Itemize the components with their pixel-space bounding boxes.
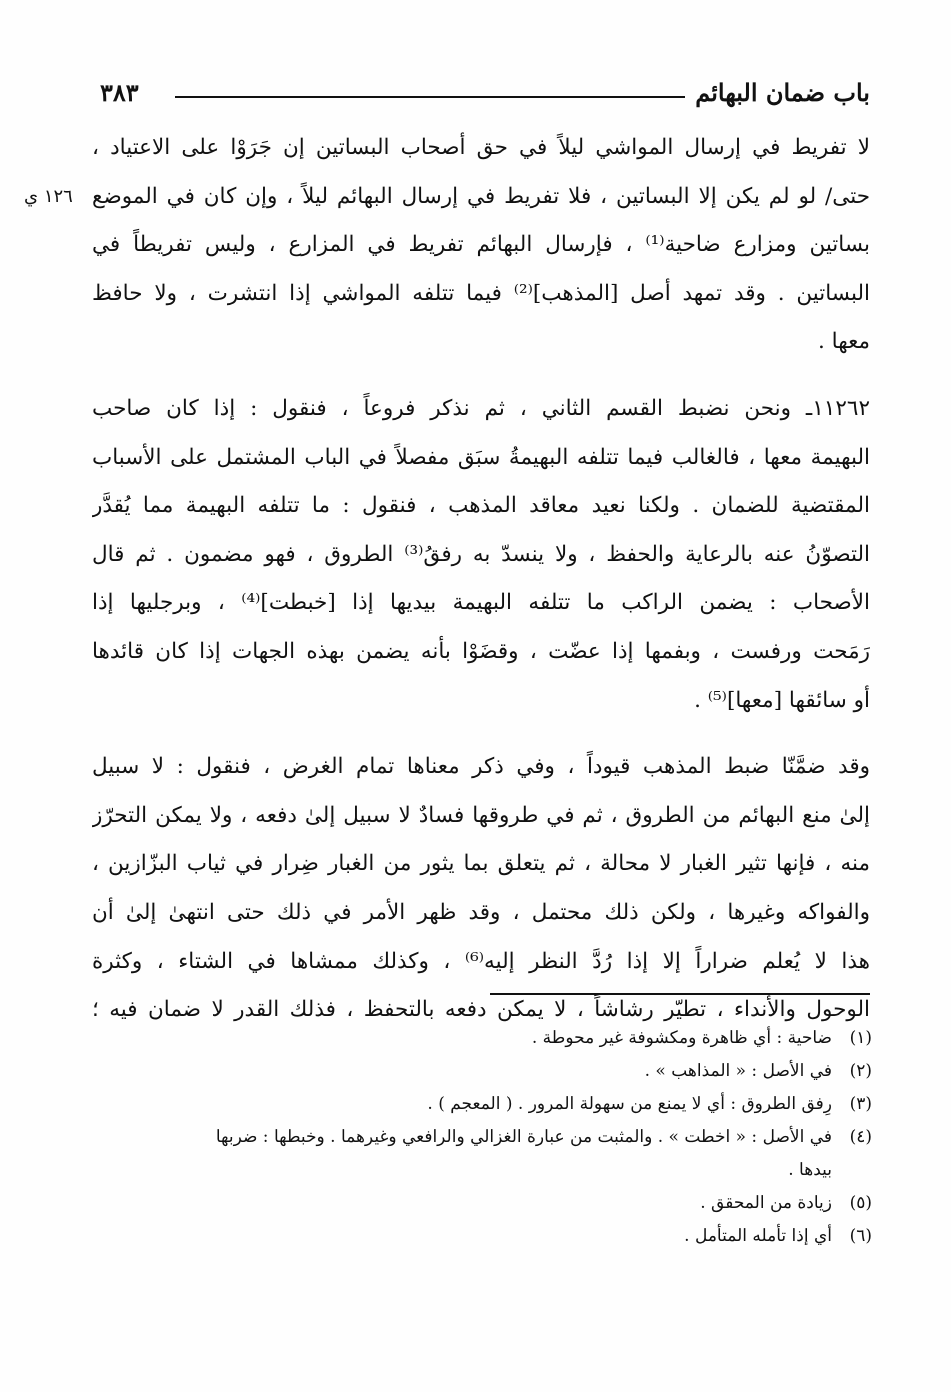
footnote: [92, 1055, 872, 1088]
footnote-number: (٥): [849, 1193, 872, 1213]
footnote-text: في الأصل : « اخطت » . والمثبت من عبارة الغزالي والرافعي وغيرهما . وخبطها : ضربها: [215, 1127, 832, 1147]
paragraph-3: [92, 743, 870, 1035]
paragraph-2: [92, 385, 870, 725]
text-line: أو سائقها [معها]⁽⁵⁾ .: [694, 687, 870, 713]
footnote-number: (٦): [849, 1226, 872, 1246]
footnote: [92, 1088, 872, 1121]
text-line: رَمَحت ورفست ، وبفمها إذا عضّت ، وقضَوْا بأنه يضمن بهذه الجهات إذا كان قائدها: [92, 638, 870, 664]
main-text: [92, 124, 870, 1035]
paragraph-1: [92, 124, 870, 367]
footnote: [92, 1187, 872, 1220]
footnote-text: ضاحية : أي ظاهرة ومكشوفة غير محوطة .: [531, 1028, 832, 1048]
footnotes: [92, 1022, 872, 1253]
footnote-continuation: بيدها .: [788, 1160, 832, 1180]
chapter-title: باب ضمان البهائم: [695, 78, 870, 107]
text-line: هذا لا يُعلم ضراراً إلا إذا رُدَّ النظر إليه⁽⁶⁾ ، وكذلك ممشاها في الشتاء ، وكثرة: [92, 948, 870, 974]
text-line: منه ، فإنها تثير الغبار لا محالة ، ثم يتعلق بما يثور من الغبار ضِرار في ثياب البزّازين ،: [92, 851, 870, 877]
text-line: الأصحاب : يضمن الراكب ما تتلفه البهيمة بيديها إذا [خبطت]⁽⁴⁾ ، وبرجليها إذا: [92, 590, 870, 616]
text-line: البهيمة معها ، فالغالب فيما تتلفه البهيمةُ سبَق مفصلاً في الباب المشتمل على الأسباب: [92, 444, 870, 470]
footnote-number: (١): [849, 1028, 872, 1048]
margin-reference: ١٢٦ ي: [24, 186, 73, 207]
text-line: حتى/ لو لم يكن إلا البساتين ، فلا تفريط في إرسال البهائم ليلاً ، وإن كان في الموضع: [92, 183, 870, 209]
footnote: [92, 1220, 872, 1253]
text-line: المقتضية للضمان . ولكنا نعيد معاقد المذهب ، فنقول : ما تتلفه البهيمة مما يُقدَّر: [92, 493, 870, 519]
footnote-text: زيادة من المحقق .: [700, 1193, 832, 1213]
footnote-number: (٣): [849, 1094, 872, 1114]
text-line: التصوّنُ عنه بالرعاية والحفظ ، ولا ينسدّ به رفقُ⁽³⁾ الطروق ، فهو مضمون . ثم قال: [92, 541, 870, 567]
footnote-number: (٤): [849, 1127, 872, 1147]
text-line: البساتين . وقد تمهد أصل [المذهب]⁽²⁾ فيما تتلفه المواشي إذا انتشرت ، ولا حافظ: [92, 280, 870, 306]
text-line: إلىٰ منع البهائم من الطروق ، ثم في طروقها فسادٌ لا سبيل إلىٰ دفعه ، ولا يمكن التحرّز: [92, 802, 870, 828]
page-number: ٣٨٣: [100, 78, 139, 107]
footnote-text: في الأصل : « المذاهب » .: [644, 1061, 832, 1081]
footnote-text: رِفق الطروق : أي لا يمنع من سهولة المرور . ( المعجم ) .: [427, 1094, 832, 1114]
text-line: بساتين ومزارع ضاحية⁽¹⁾ ، فإرسال البهائم تفريط في المزارع ، وليس تفريطاً في: [92, 232, 870, 258]
text-line: والفواكه وغيرها ، ولكن ذلك محتمل ، وقد ظهر الأمر في ذلك حتى انتهىٰ إلىٰ أن: [92, 899, 870, 925]
footnote: [92, 1022, 872, 1055]
text-line: معها .: [817, 329, 870, 355]
footnote-separator: [490, 993, 870, 995]
footnote: [92, 1121, 872, 1154]
footnote-text: أي إذا تأمله المتأمل .: [684, 1226, 832, 1246]
text-line: لا تفريط في إرسال المواشي ليلاً في حق أصحاب البساتين إن جَرَوْا على الاعتياد ،: [92, 135, 870, 160]
text-line: وقد ضمَّنّا ضبط المذهب قيوداً ، وفي ذكر معناها تمام الغرض ، فنقول : لا سبيل: [92, 754, 870, 780]
page-header: [100, 70, 870, 118]
text-line: ١١٢٦٢ـ ونحن نضبط القسم الثاني ، ثم نذكر فروعاً ، فنقول : إذا كان صاحب: [92, 395, 870, 421]
footnote-number: (٢): [849, 1061, 872, 1081]
text-line: الوحول والأنداء ، تطيّر رشاشاً ، لا يمكن دفعه بالتحفظ ، فذلك القدر لا ضمان فيه ؛: [92, 997, 870, 1023]
header-rule: [175, 96, 685, 98]
